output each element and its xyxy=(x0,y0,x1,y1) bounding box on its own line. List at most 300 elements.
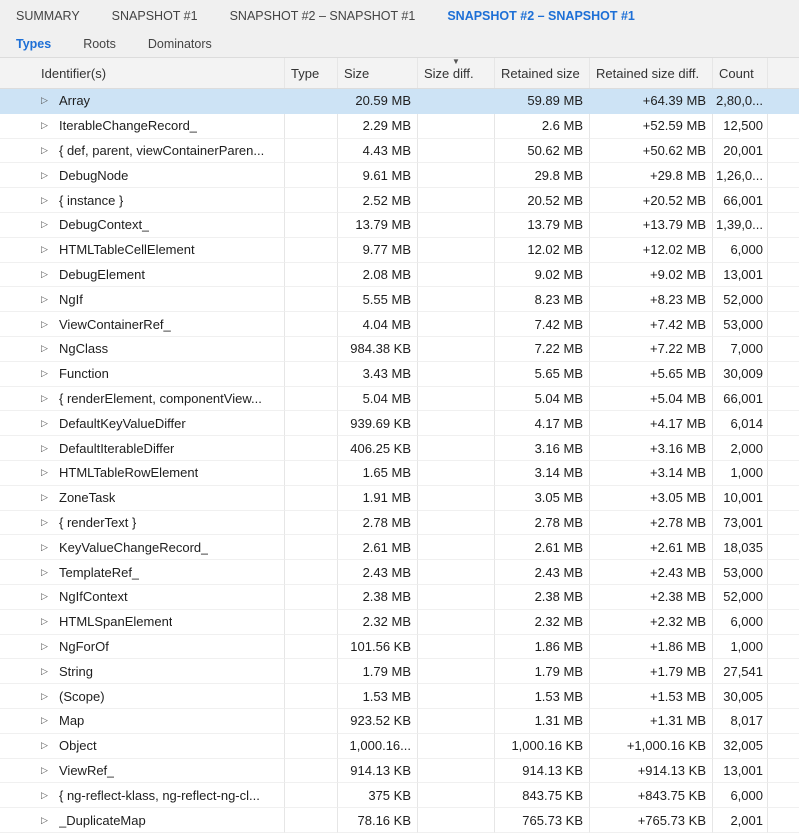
retained-size-cell: 50.62 MB xyxy=(495,139,590,164)
retained-size-cell: 1.31 MB xyxy=(495,709,590,734)
expand-arrow-icon[interactable]: ▷ xyxy=(41,219,48,230)
column-header-retained-size-diff[interactable]: Retained size diff. xyxy=(590,58,713,88)
table-row[interactable] xyxy=(0,163,799,188)
retained-size-diff-cell: +3.16 MB xyxy=(590,436,713,461)
retained-size-diff-cell: +9.02 MB xyxy=(590,263,713,288)
table-row[interactable] xyxy=(0,808,799,833)
table-row[interactable] xyxy=(0,560,799,585)
identifier-cell xyxy=(35,287,285,312)
count-cell: 73,001 xyxy=(713,511,768,536)
retained-size-cell: 12.02 MB xyxy=(495,238,590,263)
retained-size-diff-cell: +7.22 MB xyxy=(590,337,713,362)
identifier-text: { renderElement, componentView... xyxy=(59,390,262,406)
count-cell: 32,005 xyxy=(713,734,768,759)
expand-arrow-icon[interactable]: ▷ xyxy=(41,120,48,131)
expand-arrow-icon[interactable]: ▷ xyxy=(41,566,48,577)
size-cell: 4.04 MB xyxy=(338,312,418,337)
size-cell: 78.16 KB xyxy=(338,808,418,833)
identifier-cell xyxy=(35,263,285,288)
size-cell: 2.08 MB xyxy=(338,263,418,288)
count-cell: 6,014 xyxy=(713,411,768,436)
size-diff-cell xyxy=(418,213,495,238)
size-diff-cell xyxy=(418,362,495,387)
row-filler xyxy=(768,486,799,511)
size-cell: 914.13 KB xyxy=(338,759,418,784)
count-cell: 66,001 xyxy=(713,387,768,412)
type-cell xyxy=(285,188,338,213)
expand-arrow-icon[interactable]: ▷ xyxy=(41,640,48,651)
size-cell: 5.55 MB xyxy=(338,287,418,312)
row-filler xyxy=(768,139,799,164)
row-filler xyxy=(768,659,799,684)
tab-roots[interactable]: Roots xyxy=(83,37,116,51)
row-filler xyxy=(768,610,799,635)
count-cell: 18,035 xyxy=(713,535,768,560)
tab-summary[interactable]: SUMMARY xyxy=(16,8,80,23)
retained-size-cell: 1,000.16 KB xyxy=(495,734,590,759)
identifier-text: NgIf xyxy=(59,291,83,307)
count-cell: 6,000 xyxy=(713,783,768,808)
expand-arrow-icon[interactable]: ▷ xyxy=(41,244,48,255)
retained-size-diff-cell: +2.61 MB xyxy=(590,535,713,560)
identifier-cell xyxy=(35,387,285,412)
size-cell: 2.61 MB xyxy=(338,535,418,560)
identifier-cell xyxy=(35,535,285,560)
type-cell xyxy=(285,560,338,585)
expand-arrow-icon[interactable]: ▷ xyxy=(41,616,48,627)
size-cell: 20.59 MB xyxy=(338,89,418,114)
identifier-text: Map xyxy=(59,713,85,729)
table-row[interactable] xyxy=(0,263,799,288)
type-cell xyxy=(285,659,338,684)
identifier-text: DefaultIterableDiffer xyxy=(59,440,175,456)
row-gutter xyxy=(0,610,35,635)
retained-size-cell: 1.53 MB xyxy=(495,684,590,709)
retained-size-cell: 914.13 KB xyxy=(495,759,590,784)
row-filler xyxy=(768,387,799,412)
table-row[interactable] xyxy=(0,114,799,139)
size-diff-cell xyxy=(418,535,495,560)
identifier-text: DebugElement xyxy=(59,266,145,282)
expand-arrow-icon[interactable]: ▷ xyxy=(41,442,48,453)
identifier-cell xyxy=(35,783,285,808)
size-diff-cell xyxy=(418,684,495,709)
identifier-cell xyxy=(35,585,285,610)
expand-arrow-icon[interactable]: ▷ xyxy=(41,764,48,775)
type-cell xyxy=(285,139,338,164)
type-cell xyxy=(285,263,338,288)
size-diff-cell xyxy=(418,511,495,536)
identifier-cell xyxy=(35,312,285,337)
expand-arrow-icon[interactable]: ▷ xyxy=(41,467,48,478)
expand-arrow-icon[interactable]: ▷ xyxy=(41,516,48,527)
identifier-text: Array xyxy=(59,93,91,109)
type-cell xyxy=(285,238,338,263)
identifier-text: { def, parent, viewContainerParen... xyxy=(59,142,265,158)
expand-arrow-icon[interactable]: ▷ xyxy=(41,268,48,279)
retained-size-diff-cell: +1,000.16 KB xyxy=(590,734,713,759)
type-cell xyxy=(285,436,338,461)
size-diff-cell xyxy=(418,709,495,734)
retained-size-cell: 2.61 MB xyxy=(495,535,590,560)
identifier-text: DebugNode xyxy=(59,167,129,183)
row-gutter xyxy=(0,511,35,536)
retained-size-cell: 843.75 KB xyxy=(495,783,590,808)
table-row[interactable] xyxy=(0,436,799,461)
column-header-count[interactable]: Count xyxy=(713,58,768,88)
identifier-cell xyxy=(35,709,285,734)
type-cell xyxy=(285,362,338,387)
type-cell xyxy=(285,287,338,312)
identifier-text: { ng-reflect-klass, ng-reflect-ng-cl... xyxy=(59,787,260,803)
identifier-cell xyxy=(35,114,285,139)
size-diff-cell xyxy=(418,610,495,635)
table-row[interactable] xyxy=(0,759,799,784)
table-row[interactable] xyxy=(0,362,799,387)
retained-size-cell: 2.38 MB xyxy=(495,585,590,610)
type-cell xyxy=(285,783,338,808)
table-row[interactable] xyxy=(0,387,799,412)
size-cell: 2.29 MB xyxy=(338,114,418,139)
row-gutter xyxy=(0,783,35,808)
row-gutter xyxy=(0,263,35,288)
retained-size-diff-cell: +3.05 MB xyxy=(590,486,713,511)
count-cell: 52,000 xyxy=(713,585,768,610)
expand-arrow-icon[interactable]: ▷ xyxy=(41,293,48,304)
row-gutter xyxy=(0,635,35,660)
row-filler xyxy=(768,535,799,560)
identifier-cell xyxy=(35,411,285,436)
size-cell: 4.43 MB xyxy=(338,139,418,164)
types-grid xyxy=(0,58,799,833)
row-gutter xyxy=(0,213,35,238)
table-row[interactable] xyxy=(0,635,799,660)
identifier-text: HTMLTableRowElement xyxy=(59,465,199,481)
type-cell xyxy=(285,89,338,114)
size-cell: 375 KB xyxy=(338,783,418,808)
identifier-cell xyxy=(35,139,285,164)
count-cell: 10,001 xyxy=(713,486,768,511)
retained-size-diff-cell: +8.23 MB xyxy=(590,287,713,312)
column-header-retained-size[interactable]: Retained size xyxy=(495,58,590,88)
size-cell: 2.78 MB xyxy=(338,511,418,536)
header-filler xyxy=(768,58,799,88)
row-filler xyxy=(768,759,799,784)
size-cell: 984.38 KB xyxy=(338,337,418,362)
expand-arrow-icon[interactable]: ▷ xyxy=(41,492,48,503)
size-diff-cell xyxy=(418,734,495,759)
size-cell: 9.77 MB xyxy=(338,238,418,263)
identifier-cell xyxy=(35,610,285,635)
type-cell xyxy=(285,411,338,436)
size-cell: 5.04 MB xyxy=(338,387,418,412)
expand-arrow-icon[interactable]: ▷ xyxy=(41,368,48,379)
sort-descending-icon: ▼ xyxy=(452,58,460,66)
grid-body xyxy=(0,89,799,833)
row-filler xyxy=(768,263,799,288)
table-row[interactable] xyxy=(0,89,799,114)
retained-size-diff-cell: +12.02 MB xyxy=(590,238,713,263)
identifier-text: { renderText } xyxy=(59,514,137,530)
expand-arrow-icon[interactable]: ▷ xyxy=(41,343,48,354)
tab-snapshot-1[interactable]: SNAPSHOT #1 xyxy=(111,8,198,23)
size-diff-cell xyxy=(418,139,495,164)
count-cell: 6,000 xyxy=(713,238,768,263)
expand-arrow-icon[interactable]: ▷ xyxy=(41,690,48,701)
type-cell xyxy=(285,734,338,759)
size-diff-cell xyxy=(418,411,495,436)
identifier-text: TemplateRef_ xyxy=(59,564,140,580)
retained-size-diff-cell: +2.32 MB xyxy=(590,610,713,635)
row-filler xyxy=(768,188,799,213)
row-filler xyxy=(768,89,799,114)
size-cell: 1.65 MB xyxy=(338,461,418,486)
table-row[interactable] xyxy=(0,659,799,684)
expand-arrow-icon[interactable]: ▷ xyxy=(41,194,48,205)
expand-arrow-icon[interactable]: ▷ xyxy=(41,740,48,751)
expand-arrow-icon[interactable]: ▷ xyxy=(41,715,48,726)
row-gutter xyxy=(0,387,35,412)
size-cell: 923.52 KB xyxy=(338,709,418,734)
row-filler xyxy=(768,734,799,759)
tab-snapshot-2-vs-1[interactable]: SNAPSHOT #2 – SNAPSHOT #1 xyxy=(229,8,416,23)
row-filler xyxy=(768,238,799,263)
retained-size-diff-cell: +50.62 MB xyxy=(590,139,713,164)
count-cell: 27,541 xyxy=(713,659,768,684)
retained-size-cell: 5.65 MB xyxy=(495,362,590,387)
grid-header xyxy=(0,58,799,89)
row-gutter xyxy=(0,486,35,511)
identifier-text: ZoneTask xyxy=(59,490,116,506)
row-filler xyxy=(768,635,799,660)
table-row[interactable] xyxy=(0,709,799,734)
size-cell: 939.69 KB xyxy=(338,411,418,436)
expand-arrow-icon[interactable]: ▷ xyxy=(41,814,48,825)
column-header-identifier[interactable]: Identifier(s) xyxy=(35,58,285,88)
identifier-cell xyxy=(35,461,285,486)
expand-arrow-icon[interactable]: ▷ xyxy=(41,95,48,106)
view-tab-bar xyxy=(0,31,799,58)
retained-size-diff-cell: +765.73 KB xyxy=(590,808,713,833)
size-cell: 1,000.16... xyxy=(338,734,418,759)
retained-size-cell: 765.73 KB xyxy=(495,808,590,833)
row-gutter xyxy=(0,659,35,684)
count-cell: 2,001 xyxy=(713,808,768,833)
count-cell: 1,39,0... xyxy=(713,213,768,238)
table-row[interactable] xyxy=(0,312,799,337)
table-row[interactable] xyxy=(0,535,799,560)
retained-size-diff-cell: +4.17 MB xyxy=(590,411,713,436)
identifier-text: DefaultKeyValueDiffer xyxy=(59,415,186,431)
count-cell: 30,009 xyxy=(713,362,768,387)
row-gutter xyxy=(0,461,35,486)
type-cell xyxy=(285,486,338,511)
identifier-text: NgForOf xyxy=(59,638,109,654)
row-gutter xyxy=(0,287,35,312)
table-row[interactable] xyxy=(0,585,799,610)
table-row[interactable] xyxy=(0,461,799,486)
identifier-cell xyxy=(35,163,285,188)
size-diff-cell xyxy=(418,287,495,312)
size-cell: 3.43 MB xyxy=(338,362,418,387)
type-cell xyxy=(285,808,338,833)
expand-arrow-icon[interactable]: ▷ xyxy=(41,392,48,403)
row-filler xyxy=(768,436,799,461)
identifier-cell xyxy=(35,436,285,461)
row-gutter xyxy=(0,709,35,734)
row-gutter xyxy=(0,312,35,337)
table-row[interactable] xyxy=(0,610,799,635)
table-row[interactable] xyxy=(0,411,799,436)
table-row[interactable] xyxy=(0,188,799,213)
expand-arrow-icon[interactable]: ▷ xyxy=(41,789,48,800)
retained-size-diff-cell: +843.75 KB xyxy=(590,783,713,808)
identifier-cell xyxy=(35,659,285,684)
table-row[interactable] xyxy=(0,213,799,238)
type-cell xyxy=(285,709,338,734)
count-cell: 20,001 xyxy=(713,139,768,164)
row-filler xyxy=(768,287,799,312)
column-header-type[interactable]: Type xyxy=(285,58,338,88)
row-gutter xyxy=(0,734,35,759)
type-cell xyxy=(285,684,338,709)
count-cell: 13,001 xyxy=(713,759,768,784)
count-cell: 52,000 xyxy=(713,287,768,312)
row-gutter xyxy=(0,436,35,461)
expand-arrow-icon[interactable]: ▷ xyxy=(41,417,48,428)
retained-size-diff-cell: +29.8 MB xyxy=(590,163,713,188)
count-cell: 2,000 xyxy=(713,436,768,461)
row-filler xyxy=(768,684,799,709)
expand-arrow-icon[interactable]: ▷ xyxy=(41,318,48,329)
row-filler xyxy=(768,461,799,486)
type-cell xyxy=(285,337,338,362)
row-filler xyxy=(768,808,799,833)
table-row[interactable] xyxy=(0,287,799,312)
tab-snapshot-2-vs-1-active[interactable]: SNAPSHOT #2 – SNAPSHOT #1 xyxy=(447,8,635,23)
count-cell: 1,000 xyxy=(713,635,768,660)
type-cell xyxy=(285,387,338,412)
size-diff-cell xyxy=(418,486,495,511)
identifier-cell xyxy=(35,734,285,759)
expand-arrow-icon[interactable]: ▷ xyxy=(41,591,48,602)
count-cell: 66,001 xyxy=(713,188,768,213)
identifier-cell xyxy=(35,511,285,536)
row-gutter xyxy=(0,585,35,610)
column-header-size[interactable]: Size xyxy=(338,58,418,88)
expand-arrow-icon[interactable]: ▷ xyxy=(41,169,48,180)
identifier-cell xyxy=(35,238,285,263)
retained-size-diff-cell: +3.14 MB xyxy=(590,461,713,486)
size-cell: 101.56 KB xyxy=(338,635,418,660)
row-gutter xyxy=(0,759,35,784)
size-cell: 406.25 KB xyxy=(338,436,418,461)
retained-size-cell: 7.22 MB xyxy=(495,337,590,362)
row-gutter xyxy=(0,139,35,164)
expand-arrow-icon[interactable]: ▷ xyxy=(41,665,48,676)
size-cell: 9.61 MB xyxy=(338,163,418,188)
table-row[interactable] xyxy=(0,238,799,263)
table-row[interactable] xyxy=(0,486,799,511)
table-row[interactable] xyxy=(0,734,799,759)
identifier-cell xyxy=(35,362,285,387)
tab-types[interactable]: Types xyxy=(16,37,52,51)
retained-size-diff-cell: +2.38 MB xyxy=(590,585,713,610)
type-cell xyxy=(285,585,338,610)
size-diff-cell xyxy=(418,585,495,610)
retained-size-cell: 5.04 MB xyxy=(495,387,590,412)
size-cell: 1.91 MB xyxy=(338,486,418,511)
row-filler xyxy=(768,709,799,734)
retained-size-diff-cell: +7.42 MB xyxy=(590,312,713,337)
identifier-text: Function xyxy=(59,366,109,382)
identifier-text: { instance } xyxy=(59,192,124,208)
identifier-text: HTMLSpanElement xyxy=(59,614,173,630)
identifier-cell xyxy=(35,759,285,784)
row-gutter xyxy=(0,238,35,263)
table-row[interactable] xyxy=(0,684,799,709)
size-diff-cell xyxy=(418,238,495,263)
identifier-text: ViewRef_ xyxy=(59,762,115,778)
column-header-size-diff[interactable] xyxy=(418,58,495,88)
size-diff-cell xyxy=(418,759,495,784)
size-diff-cell xyxy=(418,89,495,114)
size-diff-cell xyxy=(418,635,495,660)
count-cell: 53,000 xyxy=(713,312,768,337)
count-cell: 13,001 xyxy=(713,263,768,288)
identifier-text: HTMLTableCellElement xyxy=(59,242,195,258)
retained-size-diff-cell: +13.79 MB xyxy=(590,213,713,238)
identifier-text: ViewContainerRef_ xyxy=(59,316,171,332)
type-cell xyxy=(285,114,338,139)
identifier-text: Object xyxy=(59,738,97,754)
row-gutter xyxy=(0,89,35,114)
size-diff-cell xyxy=(418,263,495,288)
identifier-text: IterableChangeRecord_ xyxy=(59,118,198,134)
retained-size-diff-cell: +1.79 MB xyxy=(590,659,713,684)
row-filler xyxy=(768,114,799,139)
table-row[interactable] xyxy=(0,783,799,808)
row-filler xyxy=(768,362,799,387)
size-cell: 2.32 MB xyxy=(338,610,418,635)
row-gutter xyxy=(0,560,35,585)
identifier-cell xyxy=(35,635,285,660)
retained-size-cell: 20.52 MB xyxy=(495,188,590,213)
retained-size-cell: 2.6 MB xyxy=(495,114,590,139)
row-filler xyxy=(768,511,799,536)
retained-size-diff-cell: +1.86 MB xyxy=(590,635,713,660)
retained-size-cell: 3.16 MB xyxy=(495,436,590,461)
table-row[interactable] xyxy=(0,139,799,164)
retained-size-diff-cell: +5.04 MB xyxy=(590,387,713,412)
size-cell: 13.79 MB xyxy=(338,213,418,238)
size-diff-cell xyxy=(418,163,495,188)
retained-size-diff-cell: +2.43 MB xyxy=(590,560,713,585)
tab-dominators[interactable]: Dominators xyxy=(147,37,212,51)
table-row[interactable] xyxy=(0,511,799,536)
retained-size-cell: 4.17 MB xyxy=(495,411,590,436)
expand-arrow-icon[interactable]: ▷ xyxy=(41,541,48,552)
expand-arrow-icon[interactable]: ▷ xyxy=(41,144,48,155)
identifier-text: NgIfContext xyxy=(59,589,128,605)
row-filler xyxy=(768,163,799,188)
size-cell: 2.52 MB xyxy=(338,188,418,213)
type-cell xyxy=(285,610,338,635)
table-row[interactable] xyxy=(0,337,799,362)
identifier-cell xyxy=(35,188,285,213)
type-cell xyxy=(285,511,338,536)
count-cell: 8,017 xyxy=(713,709,768,734)
